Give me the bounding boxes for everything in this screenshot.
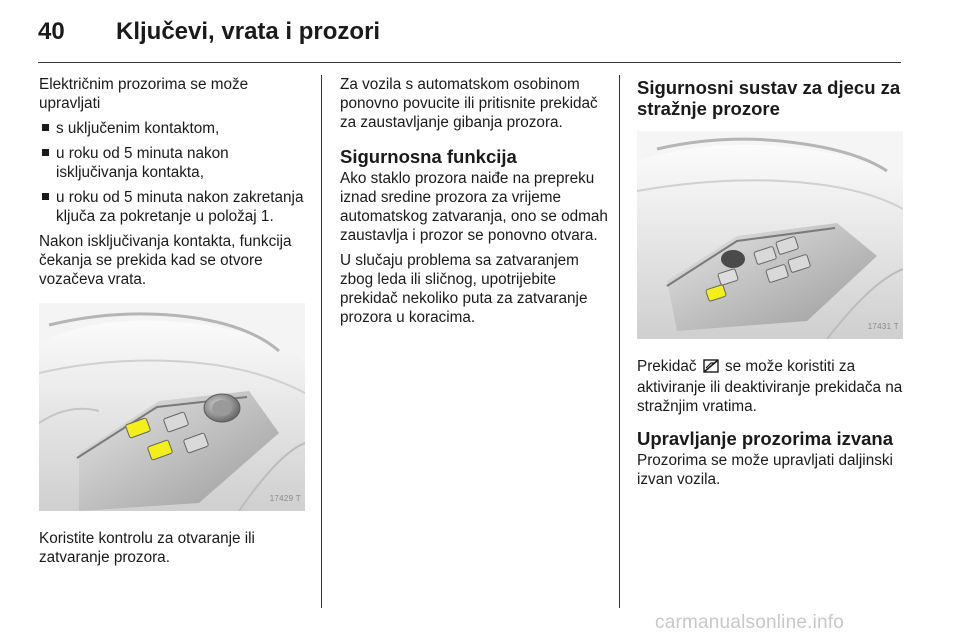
paragraph: Za vozila s automatskom osobinom ponovno povucite ili pritisnite prekidač za zaustavljanje gibanja prozora. (340, 76, 598, 131)
watermark: carmanualsonline.info (655, 612, 845, 633)
list-item: u roku od 5 minuta nakon isključivanja kontakta, (39, 144, 307, 182)
child-lock-window-icon (703, 359, 719, 378)
page-number: 40 (38, 18, 65, 45)
paragraph: Ako staklo prozora naiđe na prepreku iznad sredine prozora za vrijeme automatskog zatvaranja, ono se odmah zaustavlja i prozor se ponovno otvara. (340, 170, 608, 244)
window-switch-illustration (39, 303, 305, 511)
list-item: u roku od 5 minuta nakon zakretanja ključa za pokretanje u položaj 1. (39, 188, 307, 226)
list-item: s uključenim kontaktom, (39, 119, 307, 138)
section-heading-child-lock: Sigurnosni sustav za djecu za stražnje prozore (637, 77, 901, 119)
intro-paragraph: Električnim prozorima se može upravljati (39, 76, 249, 112)
paragraph: U slučaju problema sa zatvaranjem zbog leda ili sličnog, upotrijebite prekidač nekoliko puta za zatvaranje prozora u koracima. (340, 252, 588, 326)
paragraph: Prozorima se može upravljati daljinski izvan vozila. (637, 452, 893, 488)
section-heading-safety: Sigurnosna funkcija (340, 146, 517, 167)
section-heading-remote: Upravljanje prozorima izvana (637, 428, 894, 449)
figure-caption: Koristite kontrolu za otvaranje ili zatvaranje prozora. (39, 530, 255, 566)
paragraph: Prekidač se može koristiti za aktiviranje ili deaktiviranje prekidača na stražnjim vratima. (637, 358, 903, 415)
column-2 (340, 75, 608, 333)
figure-id: 17431 T (867, 322, 899, 331)
column-divider-1 (321, 75, 322, 608)
window-switch-figure (39, 303, 305, 511)
column-3 (637, 77, 905, 495)
figure-id: 17429 T (269, 494, 301, 503)
header-divider (38, 62, 901, 63)
column-1 (39, 75, 307, 573)
child-lock-switch-illustration (637, 131, 903, 339)
bullet-icon (42, 124, 49, 131)
column-divider-2 (619, 75, 620, 608)
conditions-list (39, 119, 307, 226)
bullet-icon (42, 149, 49, 156)
paragraph: Nakon isključivanja kontakta, funkcija čekanja se prekida kad se otvore vozačeva vrata. (39, 233, 292, 288)
bullet-icon (42, 193, 49, 200)
child-lock-figure (637, 131, 903, 339)
page-title: Ključevi, vrata i prozori (116, 18, 381, 45)
